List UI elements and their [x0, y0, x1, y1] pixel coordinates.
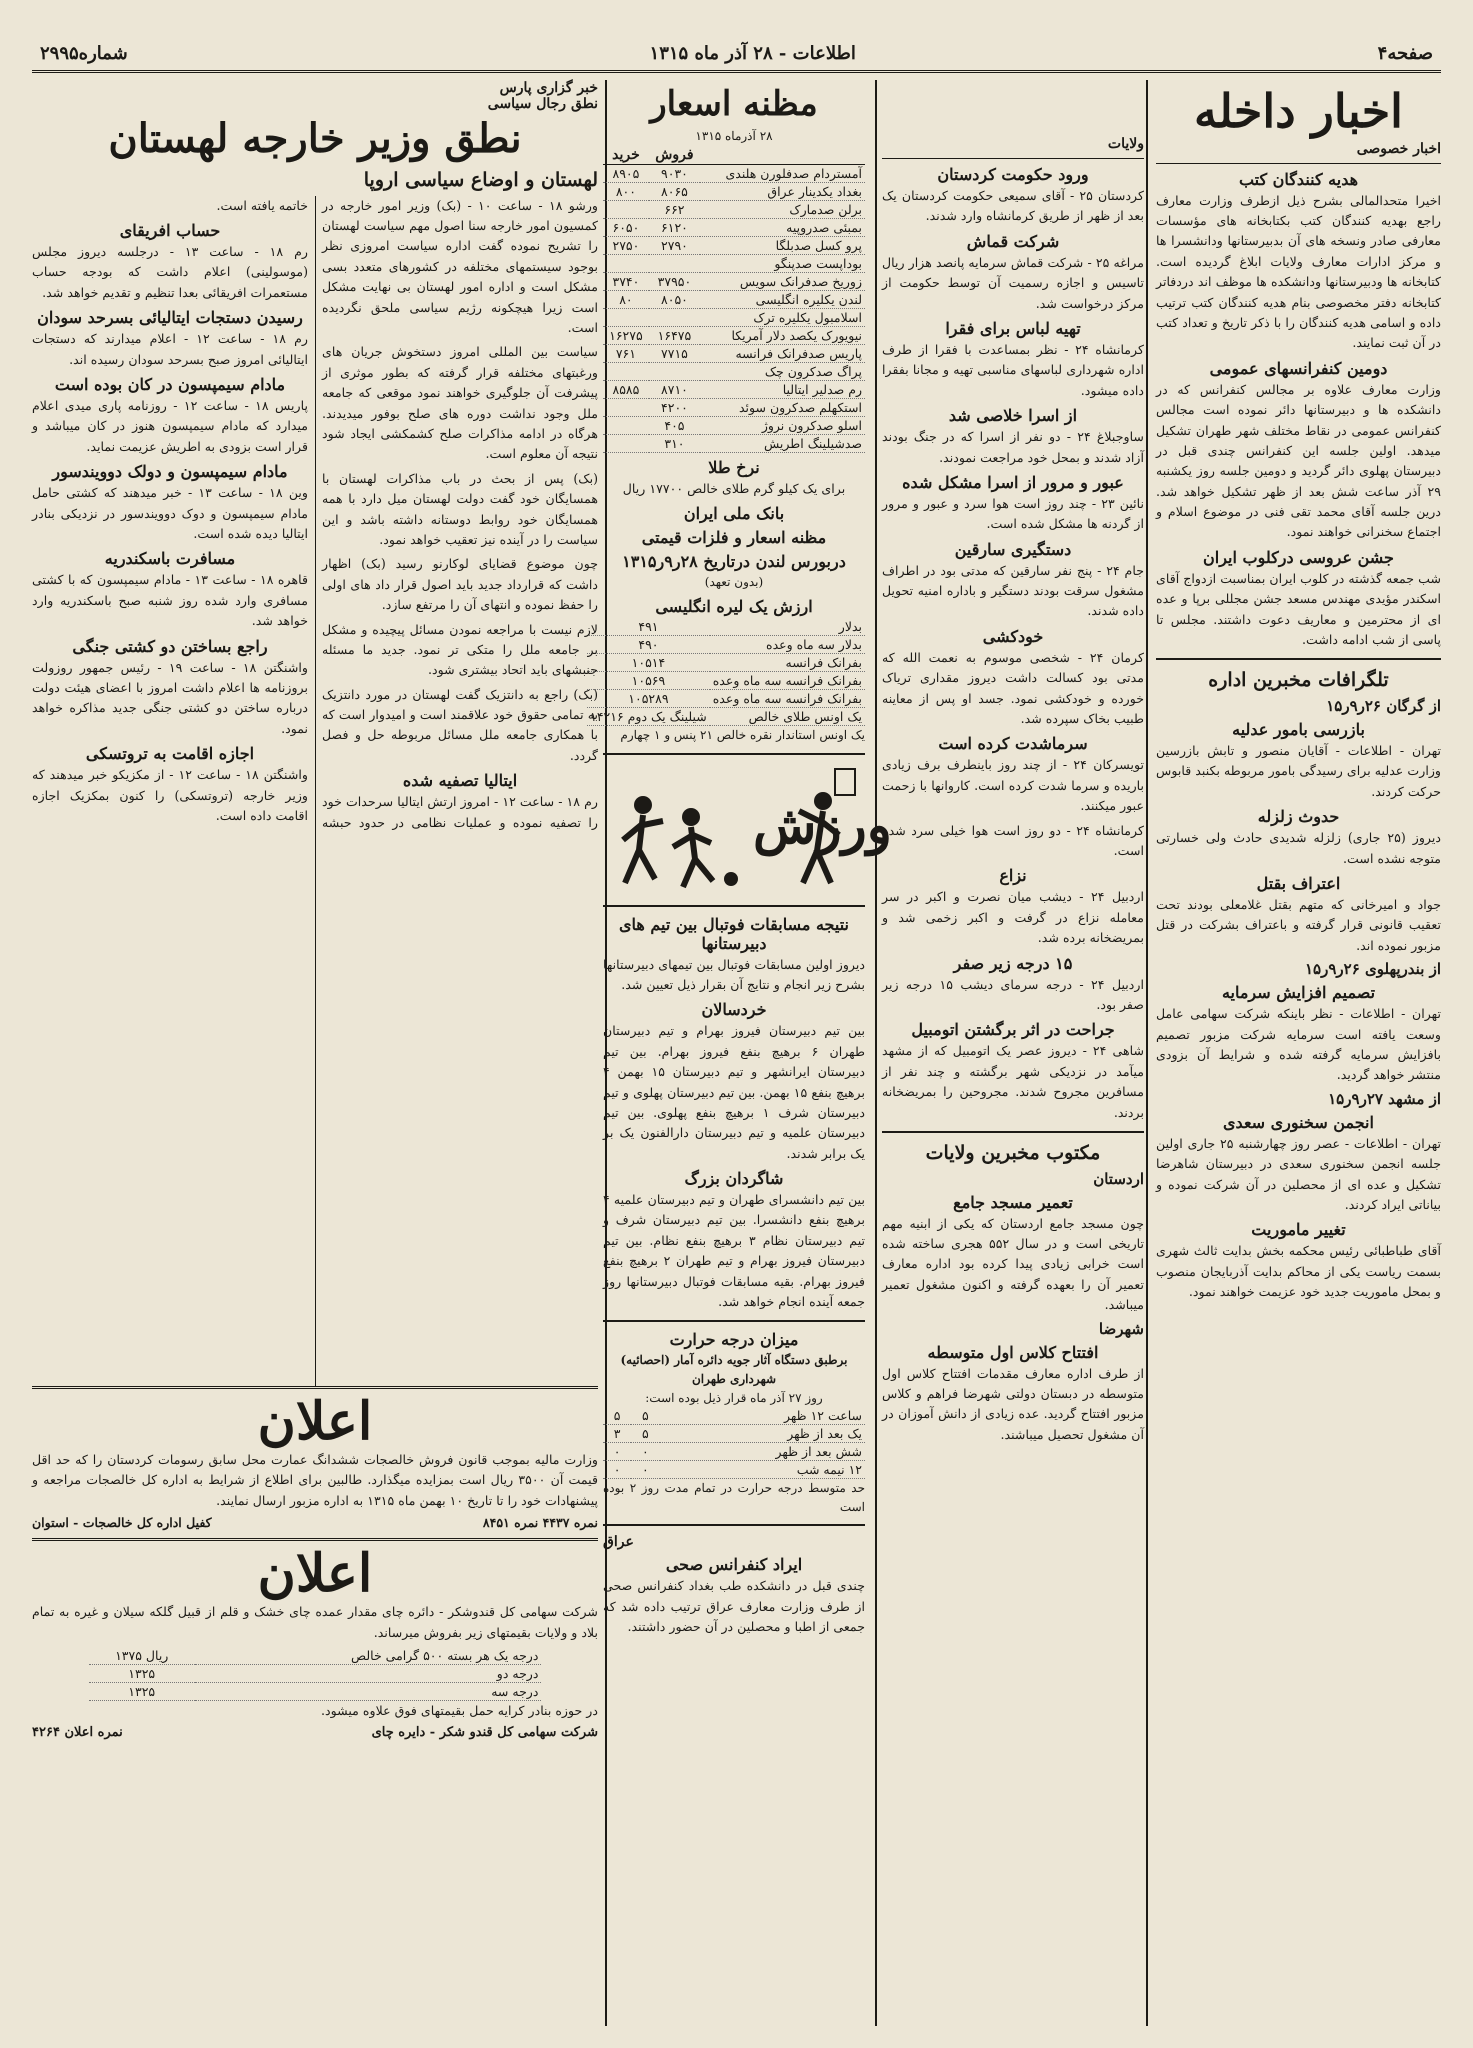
sell-rate: ۳۷۹۵۰	[649, 272, 700, 290]
temperature-label: ۱۲ نیمه شب	[660, 1461, 866, 1479]
page-label: صفحه۴	[1377, 42, 1433, 64]
politics-paragraph: (بک) راجع به دانتزیک گفت لهستان در مورد دانتزیک به تمامی حقوق خود علاقمند است و امیدوار است که با همکاری جامعه ملل مسائل مربوطه حل و فصل گردد.	[322, 686, 598, 763]
tea-price: ۱۳۲۵	[89, 1665, 195, 1683]
sell-rate: ۸۷۱۰	[649, 380, 700, 398]
london-row	[587, 653, 865, 671]
london-row	[587, 635, 865, 653]
sell-rate: ۲۷۹۰	[649, 236, 700, 254]
tea-grade: درجه دو	[195, 1665, 542, 1683]
buy-rate: ۳۷۴۰	[603, 272, 649, 290]
london-value: ۱۰۵۶۹	[587, 671, 710, 689]
prisoner-title: از اسرا خلاصی شد	[948, 406, 1078, 426]
saadi-society-body: تهران - اطلاعات - عصر روز چهارشنبه ۲۵ جاری اولین جلسه انجمن سخنوری سعدی در دبیرستان شاهرضا تشکیل و عده ای از محصلین در آن شرکت نموده و بیاناتی ایراد کردند.	[1156, 1135, 1442, 1212]
mosque-body: چون مسجد جامع اردستان که یکی از ابنیه مهم تاریخی است و در سال ۵۵۲ هجری ساخته شده است خرابی زیادی پیدا کرده بود اداره معارف تعمیر آن را بعهده گرفته و اکنون مشغول تعمیر میباشد.	[882, 1215, 1144, 1313]
currency-table	[603, 146, 865, 453]
justice-inspector-title: بازرسی بامور عدلیه	[1232, 720, 1365, 740]
ad2-note: در حوزه بنادر کرایه حمل بقیمتهای فوق علاوه میشود.	[321, 1703, 598, 1719]
issue-info: اطلاعات - ۲۸ آذر ماه ۱۳۱۵	[649, 42, 856, 64]
dispute-title: نزاع	[999, 866, 1027, 886]
currency-row	[603, 236, 865, 254]
london-row	[587, 618, 865, 636]
simpson-lead-title: مادام سیمپسون در کان بوده است	[54, 375, 286, 395]
warships-title: راجع بساختن دو کشتی جنگی	[72, 636, 268, 656]
temperature-sun: ۰	[603, 1461, 631, 1479]
warships-body: واشنگتن ۱۸ - ساعت ۱۹ - رئیس جمهور روزولت بروزنامه ها اعلام داشت امروز با اعضای هیئت دولت درباره ساختن دو کشتی جنگی جدید مذاکره خواهد نمود.	[32, 659, 308, 736]
thieves-title: دستگیری سارقین	[954, 539, 1072, 559]
sell-rate: ۸۰۵۰	[649, 290, 700, 308]
kurdistan-body: کردستان ۲۵ - آقای سمیعی حکومت کردستان یک بعد از ظهر از طریق کرمانشاه وارد شدند.	[882, 188, 1144, 224]
telegrams-title: تلگرافات مخبرین اداره	[1208, 669, 1389, 692]
politics-paragraph: چون موضوع قضایای لوکارنو رسید (بک) اظهار داشت که قرارداد جدید باید اصول قرار داد های اولی را حفظ نموده و انتهای آن را مرتفع سازد.	[322, 556, 598, 613]
currency-name: استکهلم صدکرون سوئد	[700, 398, 865, 416]
politics-section	[32, 80, 598, 2026]
currency-name: اسلامبول یکلیره ترک	[700, 308, 865, 326]
italy-purge-body: رم ۱۸ - ساعت ۱۲ - امروز ارتش ایتالیا سرحدات خود را تصفیه نموده و عملیات نظامی در حدود حبشه خاتمه یافته است.	[216, 197, 598, 830]
temperature-sun: ۵	[603, 1407, 631, 1425]
justice-inspector-body: تهران - اطلاعات - آقایان منصور و تابش بازرسین وزارت عدلیه برای رسیدگی بامور مربوطه بکنبد قابوس حرکت کردند.	[1156, 743, 1441, 799]
temperature-label: یک بعد از ظهر	[660, 1425, 866, 1443]
seniors-title: شاگردان بزرگ	[684, 1169, 784, 1189]
provinces-column	[882, 80, 1144, 2026]
juniors-title: خردسالان	[701, 1000, 767, 1020]
politics-paragraph: ورشو ۱۸ - ساعت ۱۰ - (بک) وزیر امور خارجه در کمسیون امور خارجه سنا اصول مهم سیاست لهستان را تشریح نموده گفت اداره سیاست امروزی نظر بوجود سیستمهای مختلفه در کشورهای متعدد بسی مشکل است و اداره امور لهستان بی نهایت مشکل است زیرا هیچکونه رژیم سیاسی ملحق نگردیده است.	[322, 197, 598, 336]
minus-fifteen-title: ۱۵ درجه زیر صفر	[953, 953, 1073, 973]
london-value: ۱۴۲۱۶ شیلینگ یک دوم	[587, 707, 710, 725]
metals-title: مظنه اسعار و فلزات قیمتی	[641, 528, 827, 548]
sell-rate: ۶۶۲	[649, 200, 700, 218]
italy-purge-title: ایتالیا تصفیه شده	[402, 771, 518, 791]
ad2-title: اعلان	[257, 1543, 373, 1605]
politics-source: خبر گزاری پارس	[499, 80, 598, 96]
currency-name: آمستردام صدفلورن هلندی	[700, 164, 865, 182]
sports-word: ورزش	[753, 794, 892, 856]
tea-grade: درجه سه	[195, 1683, 542, 1701]
london-sub: (بدون تعهد)	[704, 575, 764, 590]
baskadria-body: قاهره ۱۸ - ساعت ۱۳ - مادام سیمپسون که با کشتی مسافری وارد شده روز شنبه صبح باسکندریه وارد خواهد شد.	[32, 572, 308, 629]
london-value: ۴۹۰	[587, 635, 710, 653]
politics-paragraph: لازم نیست با مراجعه نمودن مسائل پیچیده و مشکل بر جامعه ملل را متکی تر نمود. جدید ما مسئله جنبشهای باید اتحاد بیشتری شود.	[322, 621, 598, 678]
sell-rate: ۹۰۳۰	[649, 164, 700, 182]
staff-change-body: آقای طباطبائی رئیس محکمه بخش بدایت ثالث شهری بسمت ریاست یکی از محاکم بدایت آذربایجان منصوب و بمحل ماموریت جدید خود عزیمت خواهند نمود.	[1156, 1243, 1441, 1300]
currency-name: اسلو صدکرون نروژ	[700, 416, 865, 434]
cold-title: سرماشدت کرده است	[938, 734, 1088, 754]
buy-rate: ۸۹۰۵	[603, 164, 649, 182]
crossing-title: عبور و مرور از اسرا مشکل شده	[902, 472, 1124, 492]
sell-rate	[649, 362, 700, 380]
kurdistan-title: ورود حکومت کردستان	[937, 165, 1089, 184]
shahreza-label: شهرضا	[1098, 1319, 1144, 1338]
currency-row	[603, 326, 865, 344]
name-col-header	[700, 146, 865, 165]
simpson-windsor-body: وین ۱۸ - ساعت ۱۳ - خبر میدهند که کشتی حامل مادام سیمپسون و دوک دوویندسور در نزدیکی بنادر ایتالیا دیده شده است.	[32, 485, 308, 541]
ad2-body: شرکت سهامی کل قندوشکر - دائره چای مقدار عمده چای خشک و قلم از قبیل گلکه سیلان و غیره به تمام بلاد و ولایات بقیمتهای زیر بفروش میرساند.	[32, 1604, 598, 1640]
dispute-body: اردبیل ۲۴ - دیشب میان نصرت و اکبر در سر معامله نزاع در گرفت و اکبر زخمی شد و بمریضخانه برده شد.	[882, 889, 1145, 946]
minus-fifteen-body: اردبیل ۲۴ - درجه سرمای دیشب ۱۵ درجه زیر صفر بود.	[882, 976, 1144, 1012]
politics-subhead: لهستان و اوضاع سیاسی اروپا	[363, 169, 598, 191]
book-gift-title: هدیه کنندگان کتب	[1238, 169, 1359, 189]
buy-rate	[603, 434, 649, 452]
politics-body-columns	[32, 196, 598, 1386]
currency-row	[603, 362, 865, 380]
thieves-body: جام ۲۴ - پنج نفر سارقین که مدتی بود در اطراف مشغول سرقت بودند دستگیر و باداره امنیه تحویل داده شدند.	[882, 562, 1144, 619]
ad1-number: نمره ۴۴۳۷ نمره ۸۴۵۱	[482, 1515, 598, 1531]
car-accident-title: جراحت در اثر برگشتن اتومبیل	[911, 1020, 1115, 1040]
mosque-title: تعمیر مسجد جامع	[953, 1192, 1073, 1212]
london-row	[587, 707, 865, 725]
trotsky-title: اجازه اقامت به تروتسکی	[85, 744, 255, 764]
buy-rate: ۷۶۱	[603, 344, 649, 362]
currency-name: پرو کسل صدبلگا	[700, 236, 865, 254]
sell-rate: ۷۷۱۵	[649, 344, 700, 362]
currency-name: رم صدلیر ایتالیا	[700, 380, 865, 398]
finance-advertisement	[32, 1386, 598, 1530]
temperature-row	[603, 1443, 865, 1461]
divider	[1156, 658, 1441, 660]
politics-paragraph: (بک) پس از بحث در باب مذاکرات لهستان با همسایگان خود گفت دولت لهستان میل دارد با همه همسایگان خود روابط دوستانه داشته باشد و این سیاست را در آینده نیز تعقیب خواهد نمود.	[322, 470, 598, 547]
london-name: بدلار	[710, 618, 865, 636]
london-row	[587, 689, 865, 707]
baskadria-title: مسافرت باسکندریه	[104, 549, 236, 569]
tea-price-body	[89, 1647, 542, 1701]
sell-rate: ۶۱۲۰	[649, 218, 700, 236]
temperature-row	[603, 1407, 865, 1425]
issue-number: شماره۲۹۹۵	[40, 42, 128, 64]
sell-rate: ۸۰۶۵	[649, 182, 700, 200]
currency-row	[603, 218, 865, 236]
london-value: ۴۹۱	[587, 618, 710, 636]
page-header	[32, 36, 1441, 73]
london-title: دربورس لندن درتاریخ ۲۸ر۹ر۱۳۱۵	[622, 552, 846, 572]
weather-title: میزان درجه حرارت	[669, 1330, 799, 1350]
temperature-shade: ۵	[631, 1407, 659, 1425]
currency-name: برلن صدمارک	[700, 200, 865, 218]
markets-masthead: مظنه اسعار	[650, 84, 818, 124]
silver-note: یک اونس استاندار نقره خالص ۲۱ پنس و ۱ چهارم	[620, 727, 865, 742]
ad2-company: شرکت سهامی کل قندو شکر - دایره چای	[371, 1725, 598, 1741]
temperature-row	[603, 1461, 865, 1479]
currency-name: بمبئی صدروپیه	[700, 218, 865, 236]
currency-row	[603, 290, 865, 308]
african-account-body: رم ۱۸ - ساعت ۱۳ - درجلسه دیروز مجلس (موسولینی) اعلام داشت که بودجه حساب مستعمرات افریقائی بعدا تنظیم و تقدیم خواهد شد.	[32, 244, 308, 300]
tea-grade: درجه یک هر بسته ۵۰۰ گرامی خالص	[195, 1647, 542, 1665]
buy-rate: ۶۰۵۰	[603, 218, 649, 236]
book-gift-body: اخیرا متحدالمالی بشرح ذیل ازطرف وزارت معارف راجع بهدیه کنندگان کتب بکتابخانه های مؤسسات معارفی صادر ونسخه های آن بدبیرستانها ودانشسرا ها و مرکز ادارات معارف ولایات ابلاغ گردیده است. کتابخانه ها ودبیرستانها ودانشکده ها موظف اند دردفاتر کتابخانه دفتر مخصوصی بنام هدیه کنندگان کتب ترتیب داده و اسامی هدیه کنندگان را با ذکر تاریخ و تعداد کتب در آن ثبت نمایند.	[1156, 192, 1441, 351]
sell-rate: ۱۶۴۷۵	[649, 326, 700, 344]
simpson-windsor-title: مادام سیمپسون و دولک دوویندسور	[52, 462, 288, 482]
politics-paragraph: سیاست بین المللی امروز دستخوش جریان های ورغبتهای مختلفه قرار گرفته که بطور موثری از پیشرفت آن جلوگیری خواهند نمود موقعی که جامعه ملل وجود نداشت دوره های صلح بوفور میدیدند. هرگاه در ادامه مذاکرات صلح کشمکشی ایجاد شود نتیجه آن معلوم است.	[322, 344, 598, 462]
currency-row	[603, 272, 865, 290]
politics-kicker: نطق رجال سیاسی	[487, 96, 598, 112]
domestic-masthead: اخبار داخله	[1194, 84, 1403, 138]
ad1-body: وزارت مالیه بموجب قانون فروش خالصجات ششدانگ عمارت محل سابق رسومات کردستان را که حد اقل قیمت آن ۳۵۰۰ ریال است بمزایده میگذارد. طالبین برای اطلاع از شرایط به اداره کل خالصجات مراجعه و پیشنهادات خود را تا تاریخ ۱۰ بهمن ماه ۱۳۱۵ به اداره مزبور ارسال نمایند.	[32, 1451, 598, 1508]
divider	[603, 1320, 865, 1322]
ad1-signature: کفیل اداره کل خالصجات - استوان	[32, 1515, 212, 1531]
london-value: ۱۰۵۲۸۹	[587, 689, 710, 707]
gorgan-dateline: از گرگان ۲۶ر۹ر۱۵	[1326, 697, 1441, 716]
london-table-body	[587, 618, 865, 726]
currency-row	[603, 164, 865, 182]
currency-name: بغداد یکدینار عراق	[700, 182, 865, 200]
car-accident-body: شاهی ۲۴ - دیروز عصر یک اتومبیل که از مشهد میآمد در نزدیکی شهر برگشته و چند نفر از مسافرین مجروح شدند. مجروحین را بمریضخانه بردند.	[882, 1043, 1144, 1120]
gold-body: برای یک کیلو گرم طلای خالص ۱۷۷۰۰ ریال	[622, 480, 846, 496]
cold-body: تویسرکان ۲۴ - از چند روز باینطرف برف زیادی باریده و سرما شدت کرده است. کاروانها با زحمت عبور میکنند.	[882, 757, 1144, 814]
african-account-title: حساب افریقای	[119, 221, 221, 241]
temperature-shade: ۰	[631, 1461, 659, 1479]
currency-row	[603, 344, 865, 362]
london-name: بفرانک فرانسه سه ماه وعده	[710, 689, 865, 707]
mashhad-dateline: از مشهد ۲۷ر۹ر۱۵	[1328, 1089, 1441, 1108]
prisoner-body: ساوجبلاغ ۲۴ - دو نفر از اسرا که در جنگ بودند آزاد شدند و بمحل خود مراجعت نمودند.	[882, 429, 1144, 465]
currency-table-body	[603, 164, 865, 452]
seniors-body: بین تیم دانشسرای طهران و تیم دبیرستان علمیه ۴ برهیچ بنفع دانشسرا. بین تیم دبیرستان شرف و تیم دبیرستان نظام ۳ برهیچ بنفع نظام. بین تیم دبیرستان فیروز بهرام و تیم طهران ۲ برهیچ بنفع فیروز بهرام. بقیه مسابقات فوتبال دبیرستانها روز جمعه آینده انجام خواهد شد.	[603, 1192, 865, 1310]
markets-date: ۲۸ آذرماه ۱۳۱۵	[695, 129, 773, 144]
clothes-title: تهیه لباس برای فقرا	[945, 318, 1081, 338]
pound-title: ارزش یک لیره انگلیسی	[655, 596, 813, 616]
cold-note: کرمانشاه ۲۴ - دو روز است هوا خیلی سرد شده است.	[882, 822, 1144, 858]
sell-rate: ۳۱۰	[649, 434, 700, 452]
iraq-body: چندی قبل در دانشکده طب بغداد کنفرانس صحی از طرف وزارت معارف عراق ترتیب داده شد که جمعی از اطبا و محصلین در آن حضور داشتند.	[603, 1578, 865, 1635]
wedding-body: شب جمعه گذشته در کلوب ایران بمناسبت ازدواج آقای اسکندر مؤیدی مهندس مسعد جشن مجللی برپا و عده ای از محترمین و معاریف دعوت داشتند. مجلس تا پاسی از شب ادامه داشت.	[1156, 570, 1441, 648]
suicide-title: خودکشی	[982, 626, 1044, 646]
buy-rate: ۸۵۸۵	[603, 380, 649, 398]
sports-banner	[603, 753, 892, 907]
gold-title: نرخ طلا	[708, 457, 760, 477]
domestic-column	[1156, 80, 1441, 2026]
football-title: نتیجه مسابقات فوتبال بین تیم های دبیرستانها	[619, 914, 849, 953]
london-name: بدلار سه ماه وعده	[710, 635, 865, 653]
divider	[603, 1524, 865, 1526]
currency-name: نیویورک یکصد دلار آمریکا	[700, 326, 865, 344]
sell-rate: ۴۲۰۰	[649, 398, 700, 416]
staff-change-title: تغییر ماموریت	[1251, 1220, 1346, 1240]
buy-rate: ۱۶۲۷۵	[603, 326, 649, 344]
temperature-sun: ۰	[603, 1443, 631, 1461]
earthquake-body: دیروز (۲۵ جاری) زلزله شدیدی حادث ولی خسارتی متوجه نشده است.	[1156, 830, 1441, 866]
wedding-title: جشن عروسی درکلوب ایران	[1203, 547, 1394, 567]
tea-price: ۱۳۷۵ ریال	[89, 1647, 195, 1665]
pahlavi-port-dateline: از بندرپهلوی ۲۶ر۹ر۱۵	[1304, 960, 1441, 979]
london-name: یک اونس طلای خالص	[710, 707, 865, 725]
ardestan-label: اردستان	[1093, 1169, 1144, 1188]
temperature-shade: ۰	[631, 1443, 659, 1461]
crossing-body: نائین ۲۳ - چند روز است هوا سرد و عبور و مرور از گردنه ها مشکل شده است.	[882, 495, 1144, 532]
buy-rate: ۸۰	[603, 290, 649, 308]
simpson-lead-body: پاریس ۱۸ - ساعت ۱۲ - روزنامه پاری میدی اعلام میدارد که مادام سیمپسون هنوز در کان میباشد و قرار است بزودی به اطریش عزیمت نماید.	[32, 398, 308, 454]
divider	[882, 1131, 1144, 1133]
currency-name: پاریس صدفرانک فرانسه	[700, 344, 865, 362]
murder-confession-title: اعتراف بقتل	[1256, 874, 1341, 894]
buy-rate	[603, 416, 649, 434]
buy-rate	[603, 362, 649, 380]
suicide-body: کرمان ۲۴ - شخصی موسوم به نعمت الله که مدتی بود کسالت داشت دیروز مقداری تریاک خورده و خودکشی نمود. جسد او پس از معاینه طبیب بخاک سپرده شد.	[882, 649, 1144, 727]
weather-table-body	[603, 1407, 865, 1479]
juniors-body: بین تیم دبیرستان فیروز بهرام و تیم دبیرستان طهران ۶ برهیچ بنفع فیروز بهرام. بین تیم دبیرستان ایرانشهر و تیم دبیرستان ۱۵ بهمن ۴ برهیچ بنفع ۱۵ بهمن. بین تیم دبیرستان پهلوی و تیم دبیرستان شرف ۱ برهیچ بنفع پهلوی. بین تیم دبیرستان علمیه و تیم دبیرستان دارالفنون یک بر یک برابر شدند.	[603, 1023, 865, 1161]
column-rule	[875, 80, 877, 2026]
tea-price-row	[89, 1647, 542, 1665]
buy-rate: ۸۰۰	[603, 182, 649, 200]
currency-name: صدشیلینگ اطریش	[700, 434, 865, 452]
correspondents-title: مکتوب مخبرین ولایات	[925, 1141, 1101, 1164]
football-intro: دیروز اولین مسابقات فوتبال بین تیمهای دبیرستانها بشرح زیر انجام و نتایج آن بقرار ذیل تعیین شد.	[603, 956, 865, 992]
class-opening-title: افتتاح کلاس اول متوسطه	[927, 1342, 1099, 1362]
capital-increase-title: تصمیم افزایش سرمایه	[1221, 983, 1376, 1003]
provinces-label: ولایات	[1107, 136, 1144, 152]
markets-column	[590, 80, 892, 2026]
currency-name: زوریخ صدفرانک سویس	[700, 272, 865, 290]
currency-name: لندن یکلیره انگلیسی	[700, 290, 865, 308]
column-rule	[1146, 80, 1148, 2026]
sudan-border-body: رم ۱۸ - ساعت ۱۲ - اعلام میدارند که دستجات ایتالیائی امروز صبح بسرحد سودان رسیده اند.	[32, 331, 309, 367]
capital-increase-body: تهران - اطلاعات - نظر باینکه شرکت سهامی عامل وسعت یافته است سرمایه شرکت مزبور تصمیم بافزایش سرمایه گرفته شده و شرایط آن بزودی منتشر خواهد گردید.	[1156, 1006, 1441, 1083]
ad2-number: نمره اعلان ۴۲۶۴	[32, 1725, 123, 1741]
tea-price-row	[89, 1665, 542, 1683]
london-row	[587, 671, 865, 689]
earthquake-title: حدوث زلزله	[1257, 807, 1340, 827]
bank-title: بانک ملی ایران	[683, 504, 785, 524]
tea-price-row	[89, 1683, 542, 1701]
politics-headline: نطق وزیر خارجه لهستان	[108, 115, 522, 162]
fabric-co-title: شرکت قماش	[966, 231, 1060, 251]
currency-row	[603, 416, 865, 434]
newspaper-page	[32, 36, 1441, 2026]
trotsky-body: واشنگتن ۱۸ - ساعت ۱۲ - از مکزیکو خبر میدهند که وزیر خارجه (تروتسکی) را کنون بمکزیک اجازه اقامت داده است.	[32, 767, 308, 823]
sell-rate	[649, 254, 700, 272]
london-value: ۱۰۵۱۴	[587, 653, 710, 671]
clothes-body: کرمانشاه ۲۴ - نظر بمساعدت با فقرا از طرف اداره شهرداری لباسهای مناسبی تهیه و مجانا بفقرا داده میشود.	[882, 341, 1144, 398]
sudan-border-title: رسیدن دستجات ایتالیائی بسرحد سودان	[37, 308, 303, 328]
weather-note: حد متوسط درجه حرارت در تمام مدت روز ۲ بوده است	[603, 1481, 866, 1514]
london-name: بفرانک فرانسه سه ماه وعده	[710, 671, 865, 689]
buy-rate	[603, 200, 649, 218]
murder-confession-body: جواد و امیرخانی که متهم بقتل غلامعلی بودند تحت تعقیب قانونی قرار گرفته و باعتراف بشرکت در قتل مزبور نموده اند.	[1156, 897, 1441, 953]
tea-price-table	[89, 1647, 542, 1701]
class-opening-body: از طرف اداره معارف مقدمات افتتاح کلاس اول متوسطه در دبستان دولتی شهرضا فراهم و کلاس مزبور افتتاح گردید. عده زیادی از دانش آموزان در آن مشغول تحصیل میباشند.	[882, 1365, 1144, 1442]
london-table	[587, 618, 865, 726]
sell-col-header: فروش	[649, 146, 700, 165]
conference-body: وزارت معارف علاوه بر مجالس کنفرانس که در دانشکده ها و دبیرستانها دائر نموده است مجالس کنفرانس عمومی در نقاط مختلف شهر طهران تشکیل میدهد. اولین جلسه این کنفرانس چندی قبل در دبیرستان پهلوی دائر گردید و دومین جلسه روز یکشنبه ۲۹ آذر ساعت شش بعد از ظهر تشکیل خواهد شد. درین جلسه آقای محمد تقی فنی در موضوع اسلام و اجتماع سخنرانی خواهند نمود.	[1156, 381, 1441, 540]
saadi-society-title: انجمن سخنوری سعدی	[1223, 1112, 1374, 1132]
buy-rate	[603, 254, 649, 272]
currency-row	[603, 308, 865, 326]
currency-row	[603, 380, 865, 398]
buy-col-header: خرید	[603, 146, 649, 165]
weather-subtitle: برطبق دستگاه آثار جویه دائره آمار (احصائیه) شهرداری طهران	[620, 1353, 848, 1387]
sell-rate: ۴۰۵	[649, 416, 700, 434]
buy-rate: ۲۷۵۰	[603, 236, 649, 254]
temperature-label: ساعت ۱۲ ظهر	[660, 1407, 866, 1425]
special-news-label: اخبار خصوصی	[1356, 140, 1441, 157]
currency-row	[603, 200, 865, 218]
currency-row	[603, 398, 865, 416]
currency-row	[603, 182, 865, 200]
buy-rate	[603, 308, 649, 326]
london-name: بفرانک فرانسه	[710, 653, 865, 671]
buy-rate	[603, 398, 649, 416]
currency-name: بوداپست صدپنگو	[700, 254, 865, 272]
divider	[882, 158, 1144, 159]
tea-price: ۱۳۲۵	[89, 1683, 195, 1701]
temperature-shade: ۵	[631, 1425, 659, 1443]
currency-name: پراگ صدکرون چک	[700, 362, 865, 380]
tea-advertisement	[32, 1538, 598, 1740]
weather-table	[603, 1407, 865, 1479]
divider	[1156, 163, 1441, 164]
currency-row	[603, 254, 865, 272]
temperature-label: شش بعد از ظهر	[660, 1443, 866, 1461]
iraq-title: ایراد کنفرانس صحی	[665, 1555, 803, 1575]
sell-rate	[649, 308, 700, 326]
conference-title: دومین کنفرانسهای عمومی	[1209, 358, 1388, 378]
temperature-row	[603, 1425, 865, 1443]
weather-date: روز ۲۷ آذر ماه قرار ذیل بوده است:	[645, 1390, 823, 1405]
iraq-label: عراق	[603, 1534, 634, 1551]
fabric-co-body: مراغه ۲۵ - شرکت قماش سرمایه پانصد هزار ریال تاسیس و اجازه رسمیت آن توسط حکومت از مرکز درخواست شد.	[882, 254, 1144, 311]
ad1-title: اعلان	[257, 1390, 373, 1452]
temperature-sun: ۳	[603, 1425, 631, 1443]
currency-row	[603, 434, 865, 452]
